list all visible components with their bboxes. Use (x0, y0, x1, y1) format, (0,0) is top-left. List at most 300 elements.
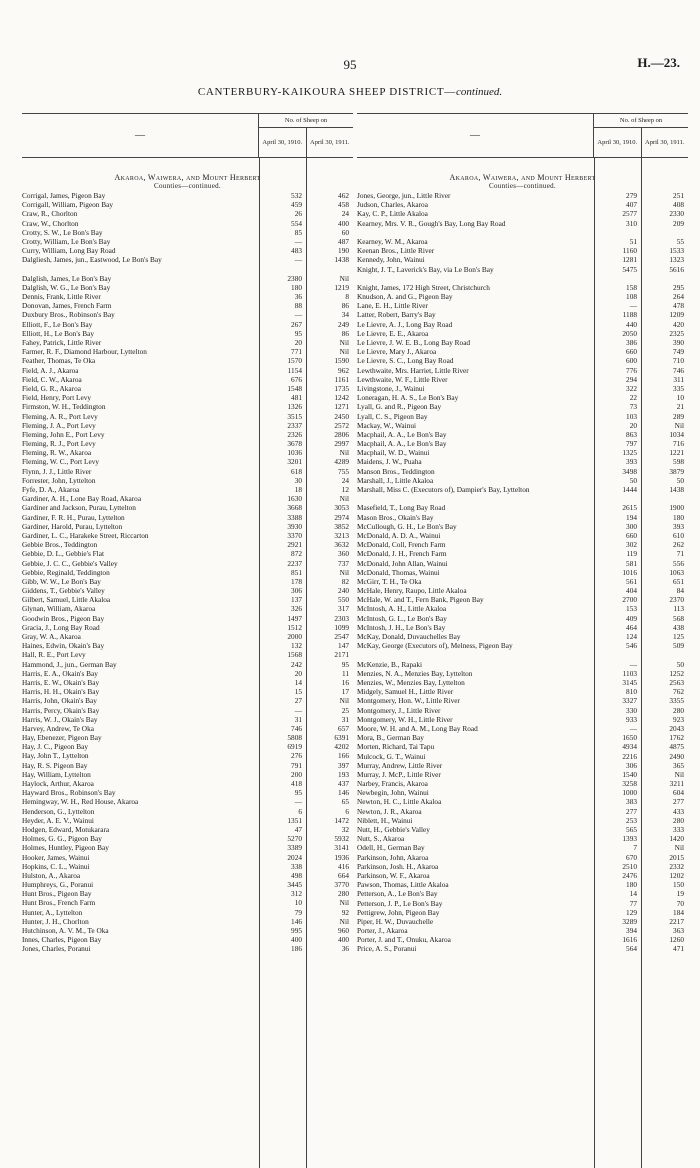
table-row (22, 292, 353, 301)
sheep-1910: 26 (294, 209, 302, 219)
sheep-1910: 1036 (287, 448, 302, 458)
owner-name: Judson, Charles, Akaroa (357, 200, 428, 210)
sheep-1910: 186 (291, 944, 302, 954)
sheep-1911: Nil (339, 696, 349, 706)
sheep-1910: 3445 (287, 880, 302, 890)
table-row (22, 384, 353, 393)
sheep-1911: 166 (338, 751, 349, 761)
sheep-1911: 420 (673, 319, 684, 329)
sheep-1911: 1260 (669, 935, 684, 945)
sheep-1910: 1548 (287, 383, 302, 393)
sheep-1911: 10 (676, 393, 684, 403)
sheep-1911: 277 (673, 797, 684, 807)
owner-name: Corrigal, James, Pigeon Bay (22, 191, 106, 200)
owner-name: Duxbury Bros., Robinson's Bay (22, 310, 115, 320)
sheep-1911: 1420 (669, 834, 684, 844)
owner-name: Harris, E. A., Okain's Bay (22, 668, 98, 678)
owner-name: Harris, W. J., Okain's Bay (22, 714, 98, 724)
sheep-1911: 262 (673, 540, 684, 550)
owner-name: Midgely, Samuel H., Little River (357, 687, 454, 697)
sheep-1911: 95 (341, 659, 349, 669)
sheep-1911: 550 (338, 595, 349, 605)
table-row (22, 402, 353, 411)
table-row (357, 375, 688, 384)
sheep-1910: 2476 (622, 870, 637, 880)
owner-name: Murray, J. McP., Little River (357, 769, 441, 779)
sheep-1910: 394 (626, 926, 637, 936)
sheep-1911: 437 (338, 779, 349, 789)
sheep-1911: 598 (673, 457, 684, 467)
sheep-1910: 660 (626, 347, 637, 357)
table-row (22, 540, 353, 549)
sheep-1910: 3145 (622, 678, 637, 687)
owner-name: McIntosh, G. L., Le Bon's Bay (357, 613, 447, 623)
table-row (357, 706, 688, 715)
sheep-1910: 483 (291, 246, 302, 256)
table-row (357, 577, 688, 586)
owner-name: McDonald, Coll, French Farm (357, 540, 446, 550)
owner-name: McIntosh, A. H., Little Akaloa (357, 604, 447, 614)
sheep-1911: 960 (338, 926, 349, 936)
owner-name: Craw, W., Chorlton (22, 218, 79, 228)
sheep-1910: — (294, 310, 302, 320)
table-row (22, 430, 353, 439)
right-table (357, 113, 688, 1168)
sheep-1911: 1533 (669, 246, 684, 256)
table-row (22, 862, 353, 871)
table-row (357, 476, 688, 485)
owner-name: Hay, J. C., Pigeon Bay (22, 742, 89, 752)
sheep-1911: 762 (673, 687, 684, 697)
sheep-1910: 532 (291, 191, 302, 200)
table-row (357, 559, 688, 568)
sheep-1911: 1219 (334, 282, 349, 292)
table-row (22, 678, 353, 687)
sheep-1911: 923 (673, 714, 684, 724)
section-subtitle: Counties—continued. (154, 182, 221, 190)
owner-name: Lewthwaite, W. F., Little River (357, 374, 448, 384)
sheep-1911: 400 (338, 218, 349, 228)
sheep-1910: 440 (626, 319, 637, 329)
owner-name: Gardiner, Harold, Purau, Lyttelton (22, 521, 123, 531)
sheep-1910: 2024 (287, 852, 302, 862)
sheep-1910: 77 (629, 898, 637, 908)
owner-name: Le Lievre, S. C., Long Bay Road (357, 356, 454, 366)
table-row (357, 467, 688, 476)
sheep-1911: 1438 (669, 485, 684, 495)
header-dash: — (135, 130, 145, 141)
section-title: Akaroa, Waiwera, and Mount Herbert (449, 173, 596, 182)
sheep-1910: — (294, 705, 302, 715)
table-row (357, 880, 688, 889)
table-row (22, 549, 353, 558)
owner-name: Giddens, T., Gebbie's Valley (22, 586, 105, 596)
table-row (357, 513, 688, 522)
sheep-1911: 193 (338, 769, 349, 779)
owner-name: Piper, H. W., Duvauchelle (357, 916, 434, 926)
table-row (357, 770, 688, 779)
sheep-1911: 34 (341, 310, 349, 320)
table-row (357, 595, 688, 604)
table-row (22, 834, 353, 843)
table-row (22, 825, 353, 834)
owner-name: Firmston, W. H., Teddington (22, 402, 106, 412)
owner-name: Craw, R., Chorlton (22, 209, 78, 219)
table-row (357, 292, 688, 301)
sheep-1910: 498 (291, 870, 302, 880)
table-row (357, 384, 688, 393)
sheep-1910: 3370 (287, 530, 302, 540)
owner-name: Field, A. J., Akaroa (22, 365, 79, 375)
owner-name: Masefield, T., Long Bay Road (357, 503, 446, 513)
sheep-1911: 568 (673, 613, 684, 623)
table-row (357, 669, 688, 678)
sheep-1911: Nil (339, 273, 349, 283)
sheep-1911: 50 (676, 475, 684, 485)
sheep-1910: 3201 (287, 457, 302, 467)
table-row (22, 853, 353, 862)
table-row (357, 899, 688, 908)
owner-name: Hay, Ebenezer, Pigeon Bay (22, 733, 102, 743)
section-subtitle: Counties—continued. (489, 182, 556, 190)
owner-name: Loneragan, H. A. S., Le Bon's Bay (357, 393, 459, 403)
owner-name: Gebbie, J. C. C., Gebbie's Valley (22, 558, 118, 568)
table-row (22, 733, 353, 742)
table-body (22, 158, 353, 1168)
sheep-1910: 791 (291, 760, 302, 770)
table-row (357, 412, 688, 421)
owner-name: McHale, Henry, Raupo, Little Akaloa (357, 586, 467, 596)
sheep-1910: 3327 (622, 696, 637, 706)
owner-name: Gebbie Bros., Teddington (22, 540, 98, 550)
header-dash: — (470, 130, 480, 141)
table-row (22, 457, 353, 466)
sheep-1911: 31 (341, 714, 349, 724)
table-row (22, 944, 353, 953)
owner-name: Nutt, H., Gebbie's Valley (357, 825, 430, 834)
sheep-1911: 240 (338, 586, 349, 596)
sheep-1911: 3632 (334, 540, 349, 550)
owner-name: McGirr, T. H., Te Oka (357, 576, 422, 586)
sheep-1910: 2577 (622, 209, 637, 219)
sheep-1911: 2490 (669, 751, 684, 761)
sheep-1910: — (629, 723, 637, 733)
owner-name: Parkinson, Josh. H., Akaroa (357, 861, 439, 871)
table-row (22, 779, 353, 788)
section-heading (357, 158, 688, 191)
sheep-1910: 1568 (287, 650, 302, 660)
table-row (22, 347, 353, 356)
sheep-1911: 962 (338, 365, 349, 375)
table-row (357, 678, 688, 687)
sheep-1910: 30 (294, 475, 302, 485)
section-title: Akaroa, Waiwera, and Mount Herbert (114, 173, 261, 182)
sheep-1911: 1242 (334, 393, 349, 403)
sheep-1910: 137 (291, 595, 302, 605)
sheep-1910: 20 (294, 668, 302, 678)
table-row (357, 843, 688, 852)
sheep-1910: 6919 (287, 742, 302, 752)
table-row (357, 301, 688, 310)
sheep-1911: 1472 (334, 815, 349, 825)
sheep-1911: 12 (341, 485, 349, 495)
sheep-1910: 1540 (622, 769, 637, 779)
sheep-1910: 326 (291, 604, 302, 614)
sheep-1910: 73 (629, 402, 637, 412)
table-row (357, 586, 688, 595)
title-suffix: continued. (456, 86, 503, 98)
sheep-1911: 1438 (334, 255, 349, 265)
sheep-1911: 249 (338, 319, 349, 329)
sheep-1911: 3213 (334, 530, 349, 540)
sheep-1911: 408 (673, 200, 684, 210)
table-row (22, 301, 353, 310)
sheep-1911: 125 (673, 632, 684, 642)
sheep-1911: 5932 (334, 834, 349, 844)
table-body (357, 158, 688, 1168)
sheep-1910: 18 (294, 485, 302, 495)
owner-name: Elliott, F., Le Bon's Bay (22, 319, 93, 329)
sheep-1911: 4875 (669, 742, 684, 752)
owner-name: Haylock, Arthur, Akaroa (22, 779, 94, 789)
sheep-1911: 3141 (334, 843, 349, 853)
sheep-1910: 312 (291, 889, 302, 899)
sheep-1910: 200 (291, 769, 302, 779)
owner-name: Hodgen, Edward, Motukarara (22, 824, 110, 834)
owner-name: Harris, Percy, Okain's Bay (22, 705, 100, 715)
sheep-1910: — (294, 236, 302, 246)
owner-name: Lane, E. H., Little River (357, 301, 428, 311)
sheep-1911: 4289 (334, 457, 349, 467)
table-row (357, 724, 688, 733)
sheep-1910: 581 (626, 558, 637, 568)
sheep-1910: 3289 (622, 916, 637, 926)
owner-name: Holmes, G. G., Pigeon Bay (22, 834, 102, 844)
sheep-1910: 2237 (287, 558, 302, 568)
table-row (357, 889, 688, 898)
sheep-1911: 487 (338, 236, 349, 246)
sheep-1910: 2510 (622, 861, 637, 871)
table-row (22, 255, 353, 273)
owner-name: Field, C. W., Akaroa (22, 374, 82, 384)
sheep-1910: 1497 (287, 613, 302, 623)
sheep-1911: 190 (338, 246, 349, 256)
owner-name: McDonald, John Allan, Wainui (357, 558, 448, 568)
sheep-1911: 2547 (334, 632, 349, 642)
owner-name: Heyder, A. E. V., Wainui (22, 815, 94, 825)
owner-name: Odell, H., German Bay (357, 843, 425, 853)
sheep-1911: 365 (673, 760, 684, 770)
header-col-1911: April 30, 1911. (306, 128, 354, 157)
sheep-1910: 409 (626, 613, 637, 623)
sheep-1910: — (294, 255, 302, 265)
sheep-1910: 51 (629, 236, 637, 246)
table-row (357, 715, 688, 724)
sheep-1911: Nil (674, 420, 684, 430)
owner-name: Montgomery, Hon. W., Little River (357, 696, 460, 706)
table-row (357, 421, 688, 430)
sheep-1911: 2332 (669, 861, 684, 871)
owner-name: Marshall, Miss C. (Executors of), Dampier's Bay, Lyttelton (357, 485, 530, 495)
owner-name: Hutchinson, A. V. M., Te Oka (22, 926, 109, 936)
left-table (22, 113, 353, 1168)
sheep-1911: 92 (341, 907, 349, 917)
owner-name: Porter, J. and T., Onuku, Akaroa (357, 935, 451, 945)
owner-name: Fleming, A. R., Port Levy (22, 411, 98, 421)
table-row (22, 310, 353, 319)
sheep-1910: 797 (626, 439, 637, 449)
owner-name: Gray, W. A., Akaroa (22, 632, 81, 642)
sheep-1910: 3498 (622, 466, 637, 476)
owner-name: Fahey, Patrick, Little River (22, 338, 102, 348)
sheep-1911: 17 (341, 687, 349, 697)
owner-name: Feather, Thomas, Te Oka (22, 356, 96, 366)
table-row (357, 255, 688, 264)
sheep-1910: 10 (294, 898, 302, 908)
owner-name: Keenan Bros., Little River (357, 246, 435, 256)
sheep-1911: 471 (673, 944, 684, 954)
sheep-1911: 746 (673, 365, 684, 375)
sheep-1910: 2921 (287, 540, 302, 550)
sheep-1910: 322 (626, 383, 637, 393)
owner-name: Farmer, R. F., Diamond Harbour, Lyttelton (22, 347, 147, 357)
sheep-1911: 2303 (334, 613, 349, 623)
sheep-1910: 2615 (622, 503, 637, 513)
sheep-1911: 280 (673, 705, 684, 715)
table-header (22, 113, 353, 158)
table-row (357, 604, 688, 613)
sheep-1910: 459 (291, 200, 302, 210)
sheep-1911: 11 (341, 668, 349, 678)
owner-name: Donovan, James, French Farm (22, 301, 112, 311)
table-row (22, 219, 353, 228)
sheep-1911: 335 (673, 383, 684, 393)
table-row (22, 687, 353, 696)
sheep-1910: 3930 (287, 521, 302, 531)
sheep-1911: Nil (339, 347, 349, 357)
sheep-1910: 306 (291, 586, 302, 596)
sheep-1911: 433 (673, 806, 684, 816)
sheep-1911: 82 (341, 576, 349, 586)
sheep-1911: 289 (673, 411, 684, 421)
sheep-1911: 280 (338, 889, 349, 899)
owner-name: Niblett, H., Wainui (357, 815, 413, 825)
owner-name: Hulston, A., Akaroa (22, 870, 81, 880)
table-row (22, 421, 353, 430)
sheep-1911: 1252 (669, 668, 684, 678)
sheep-1910: 302 (626, 540, 637, 550)
table-row (357, 219, 688, 237)
owner-name: Manson Bros., Teddington (357, 466, 435, 476)
sheep-1911: 509 (673, 641, 684, 651)
owner-name: Parkinson, W. F., Akaroa (357, 870, 430, 880)
sheep-1910: 50 (629, 475, 637, 485)
sheep-1911: 1202 (669, 870, 684, 880)
owner-name: Price, A. S., Poranui (357, 944, 417, 954)
page-number: 95 (343, 57, 357, 72)
sheep-1910: 400 (291, 935, 302, 945)
sheep-1910: 95 (294, 328, 302, 338)
sheep-1911: 150 (673, 880, 684, 890)
table-row (357, 439, 688, 448)
table-row (357, 549, 688, 558)
sheep-1911: 86 (341, 328, 349, 338)
table-row (22, 761, 353, 770)
owner-name: Knight, J. T., Laverick's Bay, via Le Bon's Bay (357, 264, 494, 274)
sheep-1911: 2572 (334, 420, 349, 430)
sheep-1910: 771 (291, 347, 302, 357)
sheep-1910: 85 (294, 227, 302, 237)
owner-name: Hunt Bros., French Farm (22, 898, 96, 908)
sheep-1911: 2330 (669, 209, 684, 219)
table-row (22, 889, 353, 898)
sheep-1910: 20 (294, 338, 302, 348)
sheep-1911: 390 (673, 338, 684, 348)
sheep-1910: 47 (294, 824, 302, 834)
owner-name: Field, Henry, Port Levy (22, 393, 92, 403)
sheep-1910: 1444 (622, 485, 637, 495)
owner-name: Humphreys, G., Poranui (22, 880, 94, 890)
owner-name: Hammond, J., jun., German Bay (22, 659, 117, 669)
sheep-1910: 676 (291, 374, 302, 384)
header-col-1910: April 30, 1910. (597, 138, 638, 146)
sheep-1911: 610 (673, 530, 684, 540)
table-row (22, 788, 353, 797)
table-row (22, 237, 353, 246)
table-row (22, 807, 353, 816)
sheep-1910: 1281 (622, 255, 637, 265)
table-row (22, 770, 353, 779)
table-row (22, 531, 353, 540)
sheep-1911: 86 (341, 301, 349, 311)
table-row (22, 706, 353, 715)
sheep-1911: 397 (338, 760, 349, 770)
sheep-1910: 2326 (287, 429, 302, 439)
sheep-1910: 746 (291, 723, 302, 733)
table-row (357, 614, 688, 623)
sheep-1910: 178 (291, 576, 302, 586)
table-row (22, 614, 353, 623)
table-row (22, 494, 353, 503)
table-row (357, 834, 688, 843)
owner-name: Hooker, James, Wainui (22, 852, 90, 862)
owner-name: Knudson, A. and G., Pigeon Bay (357, 292, 453, 302)
owner-name: Kearney, W. M., Akaroa (357, 236, 428, 246)
sheep-1910: 3388 (287, 512, 302, 522)
owner-name: Lewthwaite, Mrs. Harriet, Little River (357, 365, 469, 375)
sheep-1910: 872 (291, 549, 302, 559)
sheep-1910: 2050 (622, 328, 637, 338)
sheep-1910: 14 (294, 677, 302, 687)
owner-name: Le Lievre, J. W. E. B., Long Bay Road (357, 338, 471, 348)
owner-name: Fleming, John E., Port Levy (22, 429, 105, 439)
owner-name: Hunter, A., Lyttelton (22, 907, 83, 917)
sheep-1911: 317 (338, 604, 349, 614)
owner-name: Hay, William, Lyttelton (22, 769, 91, 779)
table-row (357, 356, 688, 365)
sheep-1910: 995 (291, 926, 302, 936)
sheep-1911: 755 (338, 466, 349, 476)
sheep-1911: 416 (338, 861, 349, 871)
owner-name: Mackay, W., Wainui (357, 420, 416, 430)
table-row (22, 641, 353, 650)
header-col-1910: April 30, 1910. (262, 138, 303, 146)
table-row (22, 412, 353, 421)
row-list (22, 191, 353, 954)
sheep-1911: 3211 (669, 779, 684, 789)
table-row (357, 329, 688, 338)
sheep-1911: 458 (338, 200, 349, 210)
